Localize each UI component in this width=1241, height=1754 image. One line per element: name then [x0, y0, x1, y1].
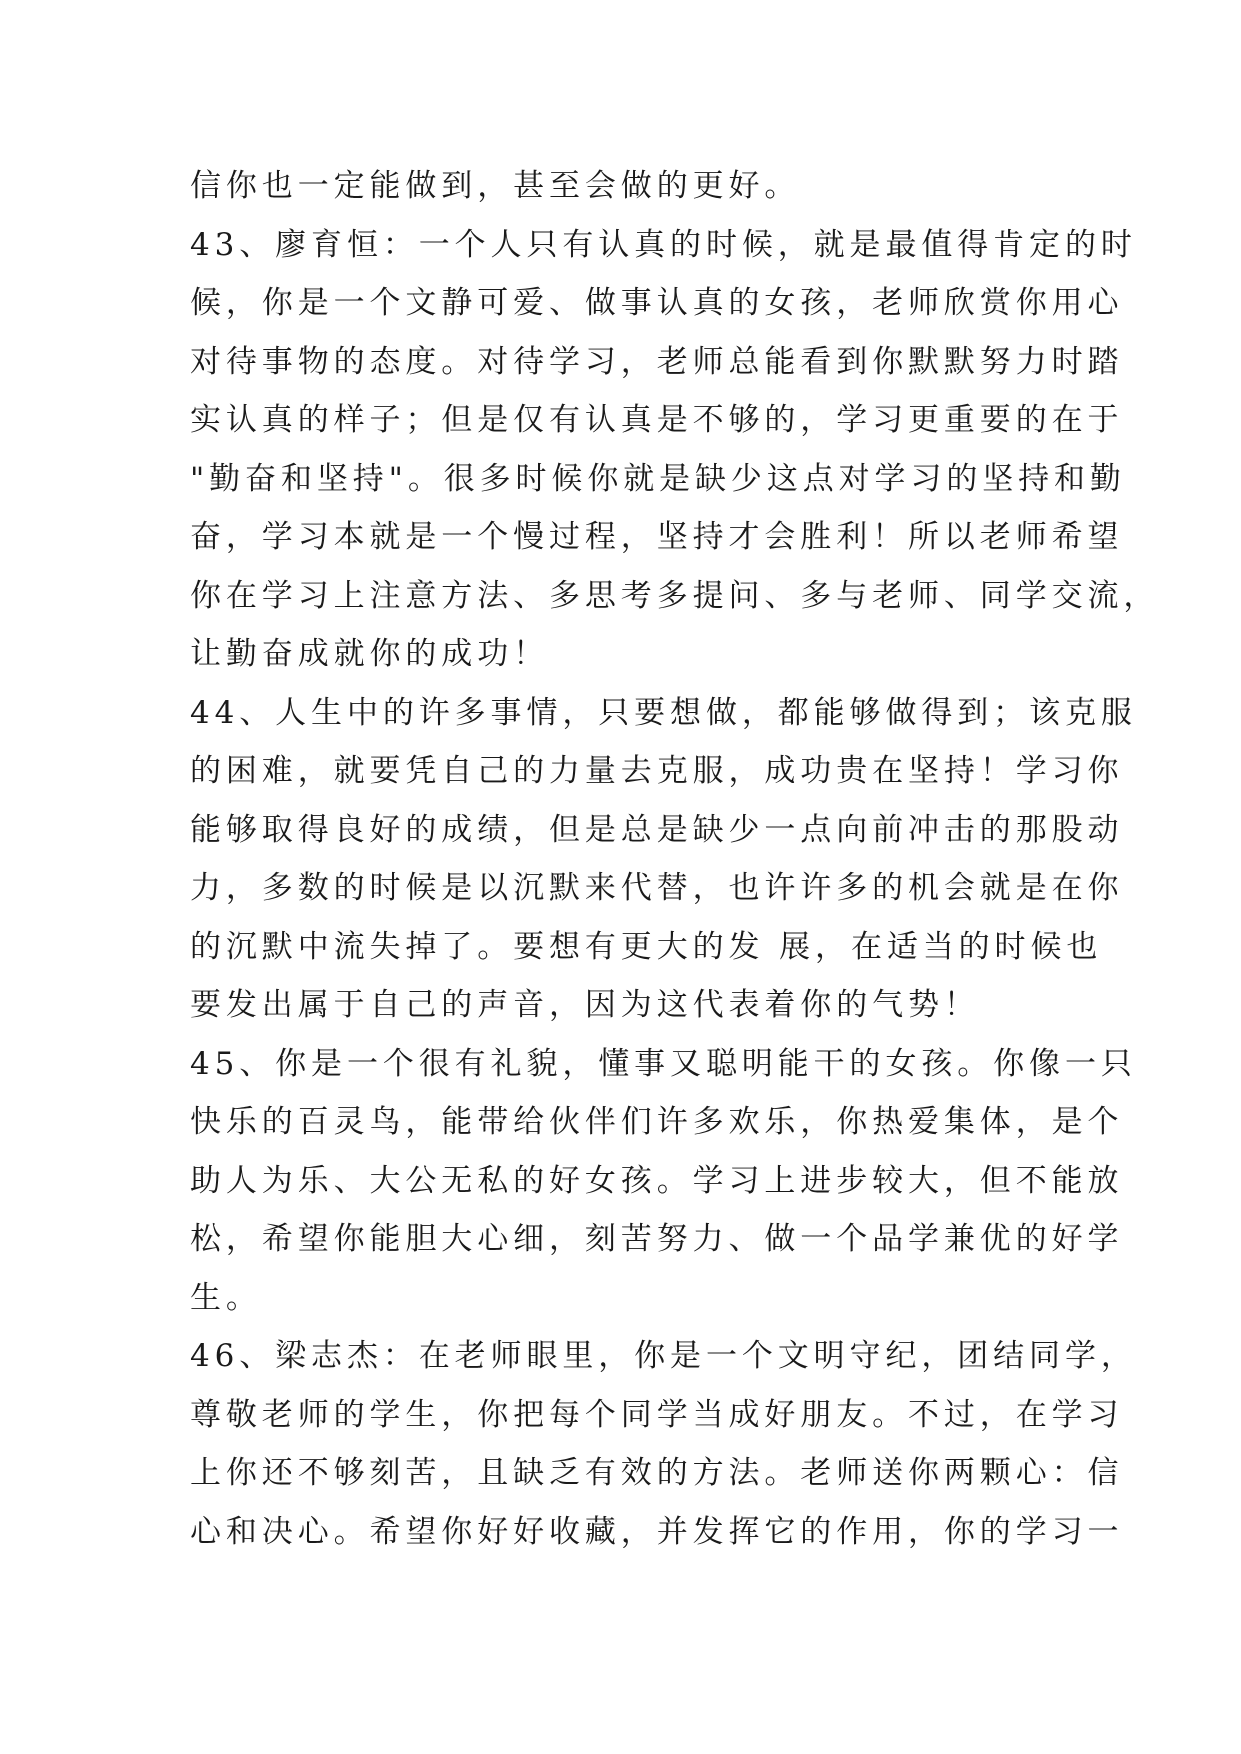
body-text	[190, 157, 1160, 1561]
text-line: 生。	[190, 1279, 262, 1316]
text-line: 的困难，就要凭自己的力量去克服，成功贵在坚持！学习你	[190, 753, 1124, 789]
text-line: 44、人生中的许多事情，只要想做，都能够做得到；该克服	[190, 694, 1137, 731]
text-line: 心和决心。希望你好好收藏，并发挥它的作用，你的学习一	[190, 1513, 1124, 1550]
text-line: 信你也一定能做到，甚至会做的更好。	[190, 168, 801, 204]
text-line: 尊敬老师的学生，你把每个同学当成好朋友。不过，在学习	[190, 1396, 1124, 1433]
text-line: 候，你是一个文静可爱、做事认真的女孩，老师欣赏你用心	[190, 285, 1124, 321]
text-line: 让勤奋成就你的成功！	[190, 636, 549, 672]
text-line: 松，希望你能胆大心细，刻苦努力、做一个品学兼优的好学	[190, 1221, 1124, 1257]
text-line: 43、廖育恒：一个人只有认真的时候，就是最值得肯定的时	[190, 226, 1137, 263]
text-line: 46、梁志杰：在老师眼里，你是一个文明守纪，团结同学，	[190, 1338, 1137, 1374]
text-line: 上你还不够刻苦，且缺乏有效的方法。老师送你两颗心：信	[190, 1455, 1124, 1491]
text-line: "勤奋和坚持"。很多时候你就是缺少这点对学习的坚持和勤	[190, 460, 1126, 497]
text-line: 力，多数的时候是以沉默来代替，也许许多的机会就是在你	[190, 870, 1124, 906]
text-line: 你在学习上注意方法、多思考多提问、多与老师、同学交流，	[190, 577, 1160, 614]
text-line: 实认真的样子；但是仅有认真是不够的，学习更重要的在于	[190, 402, 1124, 438]
text-line: 助人为乐、大公无私的好女孩。学习上进步较大，但不能放	[190, 1162, 1124, 1199]
text-line: 快乐的百灵鸟，能带给伙伴们许多欢乐，你热爱集体，是个	[190, 1104, 1124, 1140]
text-line: 奋，学习本就是一个慢过程，坚持才会胜利！所以老师希望	[190, 519, 1124, 555]
text-line: 对待事物的态度。对待学习，老师总能看到你默默努力时踏	[190, 343, 1124, 380]
text-line: 要发出属于自己的声音，因为这代表着你的气势！	[190, 987, 980, 1023]
text-line: 的沉默中流失掉了。要想有更大的发 展，在适当的时候也	[190, 928, 1103, 965]
text-line: 能够取得良好的成绩，但是总是缺少一点向前冲击的那股动	[190, 811, 1124, 848]
text-line: 45、你是一个很有礼貌，懂事又聪明能干的女孩。你像一只	[190, 1045, 1137, 1082]
